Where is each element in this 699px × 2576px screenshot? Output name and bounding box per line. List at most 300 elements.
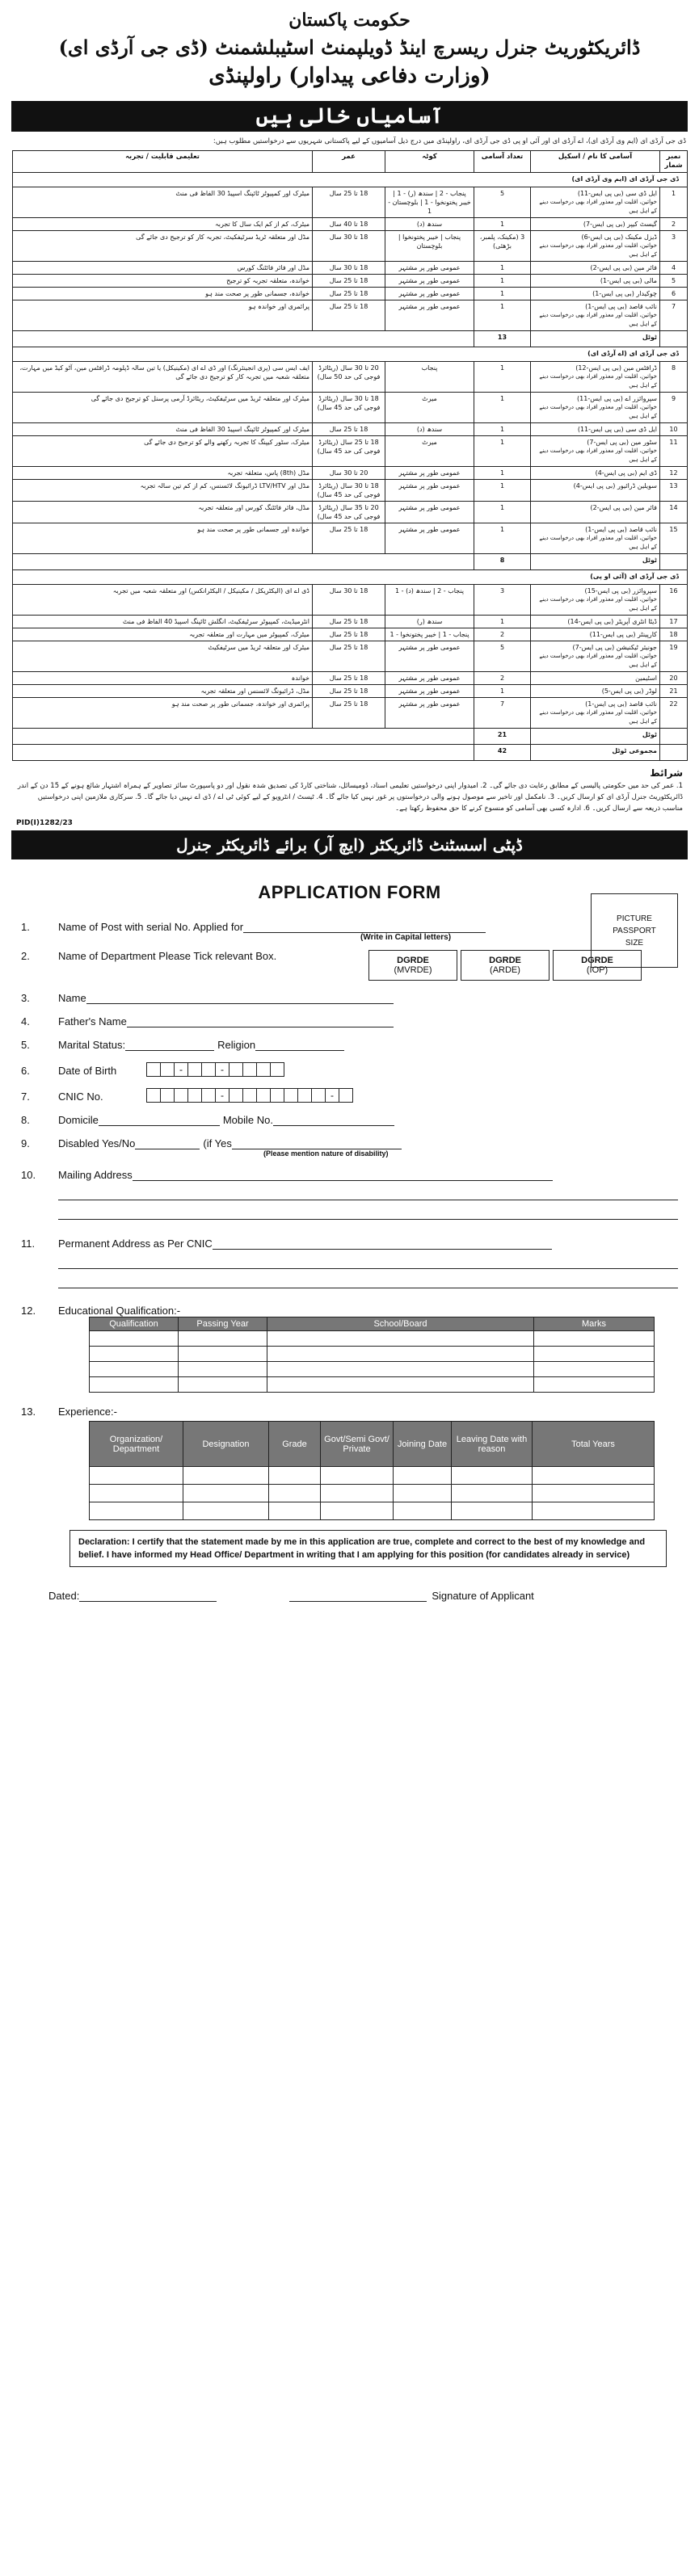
cell-quota: پنجاب - 2 | سندھ (د) - 1	[385, 585, 474, 616]
cell-serial: 8	[660, 362, 688, 393]
cell-quota: پنجاب	[385, 362, 474, 393]
post-name: کارپینٹر (بی پی ایس-11)	[589, 631, 657, 638]
cell-qualification: ایف ایس سی (پری انجینئرنگ) اور ڈی اے ای (مکینیکل) یا تین سالہ ڈپلومہ ڈرافٹس مین، آٹو کیڈ میں مہارت، متعلقہ شعبہ میں تجربہ کار کو ترجیح دی جائے گی	[13, 362, 313, 393]
field-number: 6.	[21, 1065, 30, 1077]
conditions-text: 1. عمر کی حد میں حکومتی پالیسی کے مطابق رعایت دی جائے گی۔ 2. امیدوار اپنی درخواستیں تعلیمی اسناد، ڈومیسائل، شناختی کارڈ کی تصدیق شدہ نقول اور دو پاسپورٹ سائز تصاویر کے ہمراہ اشتہار شائع ہونے کے 15 دن کے اندر ڈائریکٹوریٹ جنرل آرڈی ای کو ارسال کریں۔ 3. نامکمل اور تاخیر سے موصول ہونے والی درخواستوں پر غور نہیں کیا جائے گا۔ 4. ٹیسٹ / انٹرویو کے لیے کوئی ٹی اے / ڈی اے نہیں دیا جائے گا۔ 5. سرکاری ملازمین اپنی درخواستیں مناسب ذریعہ سے ارسال کریں۔ 6. ادارہ کسی بھی آسامی کو منسوخ کرنے کا حق محفوظ رکھتا ہے۔	[17, 782, 683, 813]
cell-quota: سندھ (ر)	[385, 616, 474, 628]
cell-count: 2	[474, 672, 531, 685]
dated-label: Dated:	[48, 1590, 80, 1602]
post-input[interactable]	[243, 921, 486, 933]
capital-letters-note: (Write in Capital letters)	[360, 933, 452, 942]
table-row	[13, 585, 688, 616]
disability-label: (if Yes	[203, 1137, 232, 1149]
form-title: APPLICATION FORM	[258, 882, 441, 902]
total-row	[13, 331, 688, 347]
field-number: 3.	[21, 992, 30, 1004]
table-row	[13, 685, 688, 698]
cell-post	[531, 218, 660, 231]
cell-age: 18 تا 30 سال (ریٹائرڈ فوجی کی حد 45 سال)	[313, 480, 385, 502]
post-name: ایل ڈی سی (بی پی ایس-11)	[577, 426, 657, 433]
total-row	[13, 729, 688, 745]
post-label: Name of Post with serial No. Applied for	[58, 921, 244, 933]
cell-count: 1	[474, 300, 531, 331]
vacancy-table	[12, 150, 688, 761]
field-number: 13.	[21, 1406, 36, 1418]
cell-serial: 1	[660, 187, 688, 218]
post-note: خواتین، اقلیت اور معذور افراد بھی درخواست دینے کے اہل ہیں	[539, 535, 657, 550]
section-title: ڈی جی آرڈی ای (ایم وی آرڈی ای)	[13, 173, 688, 187]
cell-qualification: مڈل اور فائر فائٹنگ کورس	[13, 262, 313, 275]
cell-quota: میرٹ	[385, 436, 474, 467]
total-value: 13	[474, 331, 531, 347]
cell-count: 1	[474, 393, 531, 423]
exp-col: Leaving Date with reason	[452, 1422, 533, 1467]
total-row	[13, 554, 688, 570]
field-number: 9.	[21, 1137, 30, 1149]
cell-qualification: میٹرک، کم از کم ایک سال کا تجربہ	[13, 218, 313, 231]
department-label: Name of Department Please Tick relevant Box.	[58, 950, 277, 962]
cell-quota: عمومی طور پر مشتہر	[385, 262, 474, 275]
cell-count: 1	[474, 523, 531, 554]
cell-age: 20 تا 30 سال	[313, 467, 385, 480]
cell-post	[531, 362, 660, 393]
post-name: سپروائزر اے (بی پی ایس-11)	[577, 395, 657, 402]
cell-age: 18 تا 25 سال	[313, 672, 385, 685]
cell-serial: 2	[660, 218, 688, 231]
cell-post	[531, 585, 660, 616]
table-row	[13, 436, 688, 467]
cell-quota: عمومی طور پر مشتہر	[385, 288, 474, 300]
table-row[interactable]	[90, 1347, 655, 1362]
field-number: 12.	[21, 1305, 36, 1317]
cell-quota: پنجاب | خیبر پختونخوا | بلوچستان	[385, 231, 474, 262]
table-row[interactable]	[90, 1331, 655, 1347]
field-number: 10.	[21, 1169, 36, 1181]
cell-qualification: خواندہ، جسمانی طور پر صحت مند ہو	[13, 288, 313, 300]
cell-quota: عمومی طور پر مشتہر	[385, 685, 474, 698]
table-row[interactable]	[90, 1467, 655, 1485]
cell-qualification: پرائمری اور خواندہ ہو	[13, 300, 313, 331]
cell-serial: 11	[660, 436, 688, 467]
cell-qualification: مڈل اور LTV/HTV ڈرائیونگ لائسنس، کم از کم تین سالہ تجربہ	[13, 480, 313, 502]
post-note: خواتین، اقلیت اور معذور افراد بھی درخواست دینے کے اہل ہیں	[539, 653, 657, 668]
cell-serial: 19	[660, 641, 688, 672]
post-name: ایل ڈی سی (بی پی ایس-11)	[577, 190, 657, 197]
post-name: نائب قاصد (بی پی ایس-1)	[585, 526, 657, 533]
table-row	[13, 288, 688, 300]
signature-input[interactable]	[289, 1590, 427, 1602]
table-row	[13, 672, 688, 685]
cell-quota: عمومی طور پر مشتہر	[385, 275, 474, 288]
field-number: 7.	[21, 1090, 30, 1103]
cell-qualification: انٹرمیڈیٹ، کمپیوٹر سرٹیفکیٹ، انگلش ٹائپنگ اسپیڈ 40 الفاظ فی منٹ	[13, 616, 313, 628]
cell-serial: 21	[660, 685, 688, 698]
post-name: فائر مین (بی پی ایس-2)	[590, 264, 657, 271]
exp-col: Govt/Semi Govt/ Private	[321, 1422, 394, 1467]
total-label: ٹوٹل	[531, 729, 660, 745]
post-name: ڈیزل مکینک (بی پی ایس-6)	[581, 233, 657, 241]
table-row	[13, 275, 688, 288]
cell-serial: 16	[660, 585, 688, 616]
father-name-label: Father's Name	[58, 1015, 127, 1027]
section-row	[13, 173, 688, 187]
dept-sub: (IOP)	[586, 965, 608, 975]
post-name: فائر مین (بی پی ایس-2)	[590, 504, 657, 511]
religion-input[interactable]	[255, 1039, 344, 1051]
table-row	[13, 467, 688, 480]
cell-qualification: خواندہ، متعلقہ تجربہ کو ترجیح	[13, 275, 313, 288]
col-qualification: تعلیمی قابلیت / تجربہ	[13, 151, 313, 173]
cell-serial: 14	[660, 502, 688, 523]
qual-col: Passing Year	[179, 1317, 267, 1331]
disability-note: (Please mention nature of disability)	[263, 1149, 389, 1158]
col-serial: نمبر شمار	[660, 151, 688, 173]
post-name: اسٹیمین	[635, 674, 657, 682]
cell-quota: پنجاب - 1 | خیبر پختونخوا - 1	[385, 628, 474, 641]
cell-age: 18 تا 30 سال (ریٹائرڈ فوجی کی حد 45 سال)	[313, 393, 385, 423]
permanent-address-label: Permanent Address as Per CNIC	[58, 1238, 213, 1250]
dept-name: DGRDE	[489, 956, 521, 965]
cell-serial: 9	[660, 393, 688, 423]
domicile-input[interactable]	[99, 1114, 220, 1126]
cell-post	[531, 672, 660, 685]
permanent-address-input[interactable]	[213, 1238, 552, 1250]
table-row	[13, 523, 688, 554]
cell-count: 1	[474, 218, 531, 231]
post-name: ڈی ایم (بی پی ایس-4)	[595, 469, 657, 477]
cell-post	[531, 467, 660, 480]
cell-serial: 5	[660, 275, 688, 288]
post-name: سٹور مین (بی پی ایس-7)	[587, 439, 657, 446]
dob-label: Date of Birth	[58, 1065, 117, 1077]
col-count: تعداد آسامی	[474, 151, 531, 173]
qual-col: Qualification	[90, 1317, 179, 1331]
marital-status-input[interactable]	[125, 1039, 214, 1051]
cell-serial: 6	[660, 288, 688, 300]
cell-count: 1	[474, 685, 531, 698]
post-name: نائب قاصد (بی پی ایس-1)	[585, 700, 657, 708]
dept-name: DGRDE	[581, 956, 613, 965]
photo-box-label: PICTURE PASSPORT SIZE	[613, 914, 656, 948]
mailing-address-line[interactable]	[58, 1181, 678, 1200]
passport-photo-box	[591, 893, 678, 968]
cell-qualification: میٹرک اور متعلقہ ٹریڈ میں سرٹیفکیٹ، ریٹائرڈ آرمی پرسنل کو ترجیح دی جائے گی	[13, 393, 313, 423]
cell-qualification: پرائمری اور خواندہ، جسمانی طور پر صحت مند ہو	[13, 698, 313, 729]
cell-qualification: مڈل، فائر فائٹنگ کورس اور متعلقہ تجربہ	[13, 502, 313, 523]
table-row	[13, 300, 688, 331]
cell-post	[531, 641, 660, 672]
cell-quota: عمومی طور پر مشتہر	[385, 300, 474, 331]
mobile-label: Mobile No.	[222, 1114, 273, 1126]
experience-table	[89, 1421, 655, 1520]
table-row	[13, 698, 688, 729]
post-name: سپروائزر (بی پی ایس-15)	[584, 587, 657, 595]
table-row	[13, 362, 688, 393]
mailing-address-input[interactable]	[133, 1169, 553, 1181]
total-value: 8	[474, 554, 531, 570]
total-value: 21	[474, 729, 531, 745]
section-row	[13, 347, 688, 362]
education-label: Educational Qualification:-	[58, 1305, 181, 1317]
table-header-row	[13, 151, 688, 173]
field-number: 11.	[21, 1238, 36, 1250]
section-title: ڈی جی آرڈی ای (آئی او پی)	[13, 570, 688, 585]
cell-serial: 7	[660, 300, 688, 331]
table-row	[13, 218, 688, 231]
post-name: سویلین ڈرائیور (بی پی ایس-4)	[573, 482, 657, 490]
cell-serial: 3	[660, 231, 688, 262]
table-row[interactable]	[90, 1377, 655, 1393]
disabled-label: Disabled Yes/No	[58, 1137, 136, 1149]
cell-age: 18 تا 25 سال	[313, 300, 385, 331]
cell-qualification: ڈی اے ای (الیکٹریکل / مکینیکل / الیکٹرانکس) اور متعلقہ شعبہ میں تجربہ	[13, 585, 313, 616]
cell-quota: سندھ (د)	[385, 423, 474, 436]
post-name: چوکیدار (بی پی ایس-1)	[592, 290, 657, 297]
cell-age: 18 تا 25 سال	[313, 275, 385, 288]
cell-post	[531, 436, 660, 467]
cell-age: 18 تا 25 سال	[313, 523, 385, 554]
cell-age: 18 تا 30 سال	[313, 262, 385, 275]
cell-qualification: میٹرک اور کمپیوٹر ٹائپنگ اسپیڈ 30 الفاظ فی منٹ	[13, 187, 313, 218]
cell-quota: عمومی طور پر مشتہر	[385, 523, 474, 554]
post-name: گیسٹ کیپر (بی پی ایس-7)	[583, 221, 657, 228]
table-row	[13, 262, 688, 275]
permanent-address-line[interactable]	[58, 1250, 678, 1269]
cell-count: 5	[474, 641, 531, 672]
field-number: 2.	[21, 950, 30, 962]
permanent-address-line[interactable]	[58, 1269, 678, 1288]
post-name: جونیئر ٹیکنیشن (بی پی ایس-7)	[572, 644, 657, 651]
cell-post	[531, 275, 660, 288]
cell-post	[531, 698, 660, 729]
mobile-input[interactable]	[273, 1114, 394, 1126]
cell-count: 1	[474, 467, 531, 480]
post-note: خواتین، اقلیت اور معذور افراد بھی درخواست دینے کے اہل ہیں	[539, 596, 657, 611]
cell-count: 1	[474, 436, 531, 467]
cell-age: 18 تا 25 سال	[313, 187, 385, 218]
cell-age: 18 تا 25 سال	[313, 698, 385, 729]
father-name-input[interactable]	[127, 1015, 394, 1027]
post-note: خواتین، اقلیت اور معذور افراد بھی درخواست دینے کے اہل ہیں	[539, 404, 657, 419]
col-post: آسامی کا نام / اسکیل	[531, 151, 660, 173]
signature-label: Signature of Applicant	[432, 1590, 534, 1602]
cell-quota: پنجاب - 2 | سندھ (ر) - 1 | خیبر پختونخوا - 1 | بلوچستان - 1	[385, 187, 474, 218]
cell-quota: عمومی طور پر مشتہر	[385, 672, 474, 685]
table-row	[13, 641, 688, 672]
exp-col: Total Years	[533, 1422, 655, 1467]
cell-post	[531, 288, 660, 300]
vacancies-banner: آسامیاں خالی ہیں	[11, 101, 688, 132]
field-number: 5.	[21, 1039, 30, 1051]
cell-age: 18 تا 40 سال	[313, 218, 385, 231]
section-title: ڈی جی آرڈی ای (اے آرڈی ای)	[13, 347, 688, 362]
disabled-input[interactable]	[135, 1137, 200, 1149]
cell-age: 18 تا 25 سال (ریٹائرڈ فوجی کی حد 45 سال)	[313, 436, 385, 467]
cell-qualification: مڈل اور متعلقہ ٹریڈ سرٹیفکیٹ، تجربہ کار کو ترجیح دی جائے گی	[13, 231, 313, 262]
cell-serial: 4	[660, 262, 688, 275]
conditions-title: شرائط	[650, 767, 683, 779]
post-name: نائب قاصد (بی پی ایس-1)	[585, 303, 657, 310]
cell-serial: 20	[660, 672, 688, 685]
cell-count: 3 (مکینک، پلمبر، بڑھئی)	[474, 231, 531, 262]
cell-post	[531, 300, 660, 331]
table-row	[13, 393, 688, 423]
cell-age: 18 تا 30 سال	[313, 585, 385, 616]
field-number: 8.	[21, 1114, 30, 1126]
marital-status-label: Marital Status:	[58, 1039, 126, 1051]
cell-qualification: میٹرک، سٹور کیپنگ کا تجربہ رکھنے والے کو ترجیح دی جائے گی	[13, 436, 313, 467]
cell-age: 18 تا 25 سال	[313, 288, 385, 300]
signatory-banner: ڈپٹی اسسٹنٹ ڈائریکٹر (ایچ آر) برائے ڈائریکٹر جنرل	[11, 830, 688, 859]
table-row	[13, 423, 688, 436]
cell-serial: 13	[660, 480, 688, 502]
post-note: خواتین، اقلیت اور معذور افراد بھی درخواست دینے کے اہل ہیں	[539, 448, 657, 463]
cell-post	[531, 187, 660, 218]
table-row[interactable]	[90, 1362, 655, 1377]
header-directorate: ڈائریکٹوریٹ جنرل ریسرچ اینڈ ڈویلپمنٹ اسٹیبلشمنٹ (ڈی جی آرڈی ای)	[58, 36, 641, 59]
header	[0, 0, 699, 88]
table-row[interactable]	[90, 1502, 655, 1520]
cell-post	[531, 231, 660, 262]
dept-arde-checkbox[interactable]	[461, 950, 550, 981]
col-age: عمر	[313, 151, 385, 173]
intro-text: ڈی جی آرڈی ای (ایم وی آرڈی ای)، اے آرڈی ای اور آئی او پی ڈی جی آرڈی ای، راولپنڈی میں درج ذیل آسامیوں کے لیے پاکستانی شہریوں سے درخواستیں مطلوب ہیں:	[213, 137, 686, 145]
cell-count: 1	[474, 275, 531, 288]
table-row	[13, 616, 688, 628]
cell-post	[531, 480, 660, 502]
pid-number: PID(I)1282/23	[16, 819, 73, 827]
cell-qualification: خواندہ اور جسمانی طور پر صحت مند ہو	[13, 523, 313, 554]
cell-age: 18 تا 25 سال	[313, 641, 385, 672]
cell-count: 5	[474, 187, 531, 218]
cell-count: 1	[474, 480, 531, 502]
exp-col: Joining Date	[394, 1422, 452, 1467]
cell-post	[531, 616, 660, 628]
mailing-address-line[interactable]	[58, 1200, 678, 1220]
cell-quota: عمومی طور پر مشتہر	[385, 502, 474, 523]
cell-serial: 12	[660, 467, 688, 480]
cell-qualification: مڈل، ڈرائیونگ لائسنس اور متعلقہ تجربہ	[13, 685, 313, 698]
dept-name: DGRDE	[397, 956, 429, 965]
name-input[interactable]	[86, 992, 394, 1004]
dept-sub: (ARDE)	[490, 965, 520, 975]
cell-age: 18 تا 25 سال	[313, 628, 385, 641]
cell-serial: 10	[660, 423, 688, 436]
cell-post	[531, 628, 660, 641]
cell-serial: 22	[660, 698, 688, 729]
exp-col: Grade	[269, 1422, 321, 1467]
section-row	[13, 570, 688, 585]
domicile-label: Domicile	[58, 1114, 99, 1126]
post-note: خواتین، اقلیت اور معذور افراد بھی درخواست دینے کے اہل ہیں	[539, 199, 657, 214]
post-name: ڈرافٹس مین (بی پی ایس-12)	[575, 364, 657, 372]
table-row	[13, 480, 688, 502]
cell-qualification: میٹرک اور کمپیوٹر ٹائپنگ اسپیڈ 30 الفاظ فی منٹ	[13, 423, 313, 436]
table-row	[13, 231, 688, 262]
cell-quota: عمومی طور پر مشتہر	[385, 698, 474, 729]
cell-post	[531, 685, 660, 698]
total-label: ٹوٹل	[531, 331, 660, 347]
disability-input[interactable]	[232, 1137, 402, 1149]
table-row	[13, 187, 688, 218]
cell-qualification: میٹرک اور متعلقہ ٹریڈ میں سرٹیفکیٹ	[13, 641, 313, 672]
education-table	[89, 1317, 655, 1393]
post-note: خواتین، اقلیت اور معذور افراد بھی درخواست دینے کے اہل ہیں	[539, 242, 657, 258]
table-row	[13, 628, 688, 641]
header-ministry: (وزارت دفاعی پیداوار) راولپنڈی	[208, 64, 491, 88]
cell-serial: 18	[660, 628, 688, 641]
cell-count: 1	[474, 423, 531, 436]
cell-quota: عمومی طور پر مشتہر	[385, 641, 474, 672]
dob-input[interactable]: - -	[147, 1062, 284, 1077]
cell-qualification: میٹرک، کمپیوٹر میں مہارت اور متعلقہ تجربہ	[13, 628, 313, 641]
cell-qualification: مڈل (8th) پاس، متعلقہ تجربہ	[13, 467, 313, 480]
cell-age: 18 تا 25 سال	[313, 616, 385, 628]
name-label: Name	[58, 992, 86, 1004]
cell-quota: عمومی طور پر مشتہر	[385, 480, 474, 502]
experience-label: Experience:-	[58, 1406, 117, 1418]
cell-count: 1	[474, 288, 531, 300]
cell-age: 20 تا 35 سال (ریٹائرڈ فوجی کی حد 45 سال)	[313, 502, 385, 523]
cell-post	[531, 502, 660, 523]
cell-post	[531, 523, 660, 554]
cell-post	[531, 393, 660, 423]
cell-post	[531, 423, 660, 436]
field-number: 4.	[21, 1015, 30, 1027]
field-number: 1.	[21, 921, 30, 933]
cell-serial: 17	[660, 616, 688, 628]
cell-count: 2	[474, 628, 531, 641]
cell-age: 18 تا 30 سال	[313, 231, 385, 262]
post-note: خواتین، اقلیت اور معذور افراد بھی درخواست دینے کے اہل ہیں	[539, 709, 657, 725]
qual-col: School/Board	[267, 1317, 534, 1331]
cell-count: 1	[474, 262, 531, 275]
form-footer	[21, 1590, 678, 1602]
post-name: مالی (بی پی ایس-1)	[600, 277, 657, 284]
post-name: لوڈر (بی پی ایس-5)	[601, 687, 657, 695]
header-government: حکومت پاکستان	[288, 10, 411, 31]
exp-col: Organization/ Department	[90, 1422, 183, 1467]
col-quota: کوٹہ	[385, 151, 474, 173]
religion-label: Religion	[217, 1039, 256, 1051]
cell-age: 18 تا 25 سال	[313, 685, 385, 698]
grand-total-label: مجموعی ٹوٹل	[531, 745, 660, 761]
table-row	[13, 502, 688, 523]
qual-col: Marks	[534, 1317, 655, 1331]
cell-count: 1	[474, 362, 531, 393]
post-note: خواتین، اقلیت اور معذور افراد بھی درخواست دینے کے اہل ہیں	[539, 312, 657, 327]
cell-quota: سندھ (د)	[385, 218, 474, 231]
dated-input[interactable]	[79, 1590, 217, 1602]
cell-serial: 15	[660, 523, 688, 554]
table-row[interactable]	[90, 1485, 655, 1502]
declaration-box: Declaration: I certify that the statement made by me in this application are true, complete and correct to the best of my knowledge and belief. I have informed my Head Office/ Department in writing that I am applying for this position (for candidates already in service)	[69, 1530, 667, 1567]
grand-total-value: 42	[474, 745, 531, 761]
cell-quota: میرٹ	[385, 393, 474, 423]
post-name: ڈیٹا انٹری آپریٹر (بی پی ایس-14)	[567, 618, 657, 625]
cnic-label: CNIC No.	[58, 1090, 103, 1103]
grand-total-row	[13, 745, 688, 761]
cell-count: 7	[474, 698, 531, 729]
dept-mvrde-checkbox[interactable]	[368, 950, 457, 981]
post-note: خواتین، اقلیت اور معذور افراد بھی درخواست دینے کے اہل ہیں	[539, 373, 657, 389]
dept-sub: (MVRDE)	[394, 965, 432, 975]
cell-quota: عمومی طور پر مشتہر	[385, 467, 474, 480]
mailing-address-label: Mailing Address	[58, 1169, 133, 1181]
cnic-input[interactable]: - -	[147, 1088, 353, 1103]
application-form	[0, 882, 699, 1602]
cell-age: 18 تا 25 سال	[313, 423, 385, 436]
